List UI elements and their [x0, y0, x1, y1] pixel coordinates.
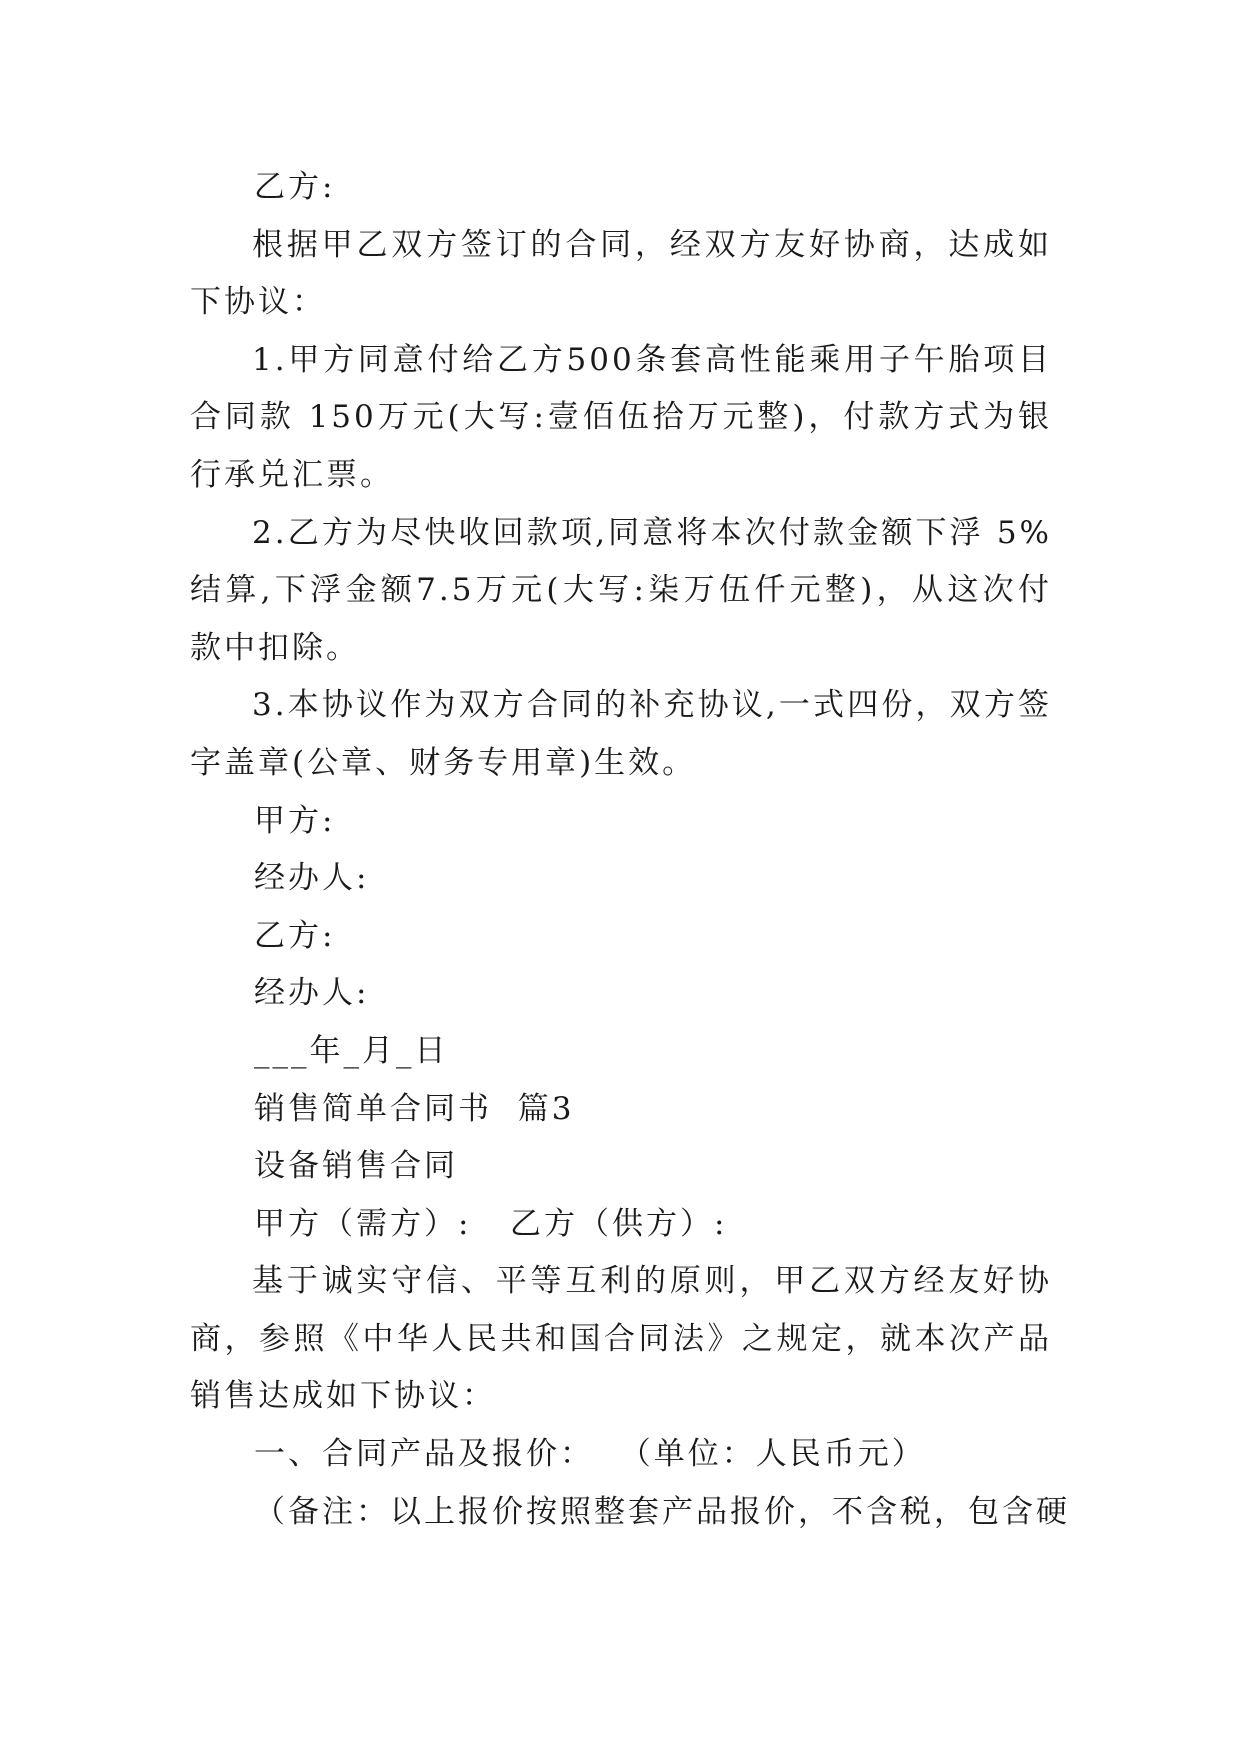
remarks-line: （备注：以上报价按照整套产品报价，不含税，包含硬	[254, 1493, 1070, 1530]
party-a-agent: 经办人:	[254, 860, 370, 897]
contract-title: 设备销售合同	[254, 1148, 458, 1185]
products-heading: 一、合同产品及报价： （单位：人民币元）	[254, 1436, 926, 1473]
party-b-agent: 经办人:	[254, 975, 370, 1012]
clause-1: 1.甲方同意付给乙方500条套高性能乘用子午胎项目合同款 150万元(大写:壹佰伍拾万元整)，付款方式为银行承兑汇票。	[190, 341, 1052, 493]
party-a-signature: 甲方:	[254, 802, 336, 839]
contract-preamble: 基于诚实守信、平等互利的原则，甲乙双方经友好协商，参照《中华人民共和国合同法》之规定，就本次产品销售达成如下协议：	[190, 1263, 1052, 1415]
clause-3: 3.本协议作为双方合同的补充协议,一式四份，双方签字盖章(公章、财务专用章)生效。	[190, 687, 1052, 781]
party-b-signature: 乙方:	[254, 917, 336, 954]
parties-line: 甲方（需方）: 乙方（供方）:	[254, 1205, 728, 1242]
section-heading: 销售简单合同书 篇3	[254, 1090, 575, 1127]
clause-2: 2.乙方为尽快收回款项,同意将本次付款金额下浮 5%结算,下浮金额7.5万元(大写:柒万伍仟元整)，从这次付款中扣除。	[190, 514, 1052, 666]
document-body	[190, 159, 1070, 1541]
party-b-label: 乙方:	[254, 169, 336, 205]
agreement-intro: 根据甲乙双方签订的合同，经双方友好协商，达成如下协议：	[190, 226, 1052, 321]
date-line: ___年_月_日	[254, 1032, 449, 1069]
